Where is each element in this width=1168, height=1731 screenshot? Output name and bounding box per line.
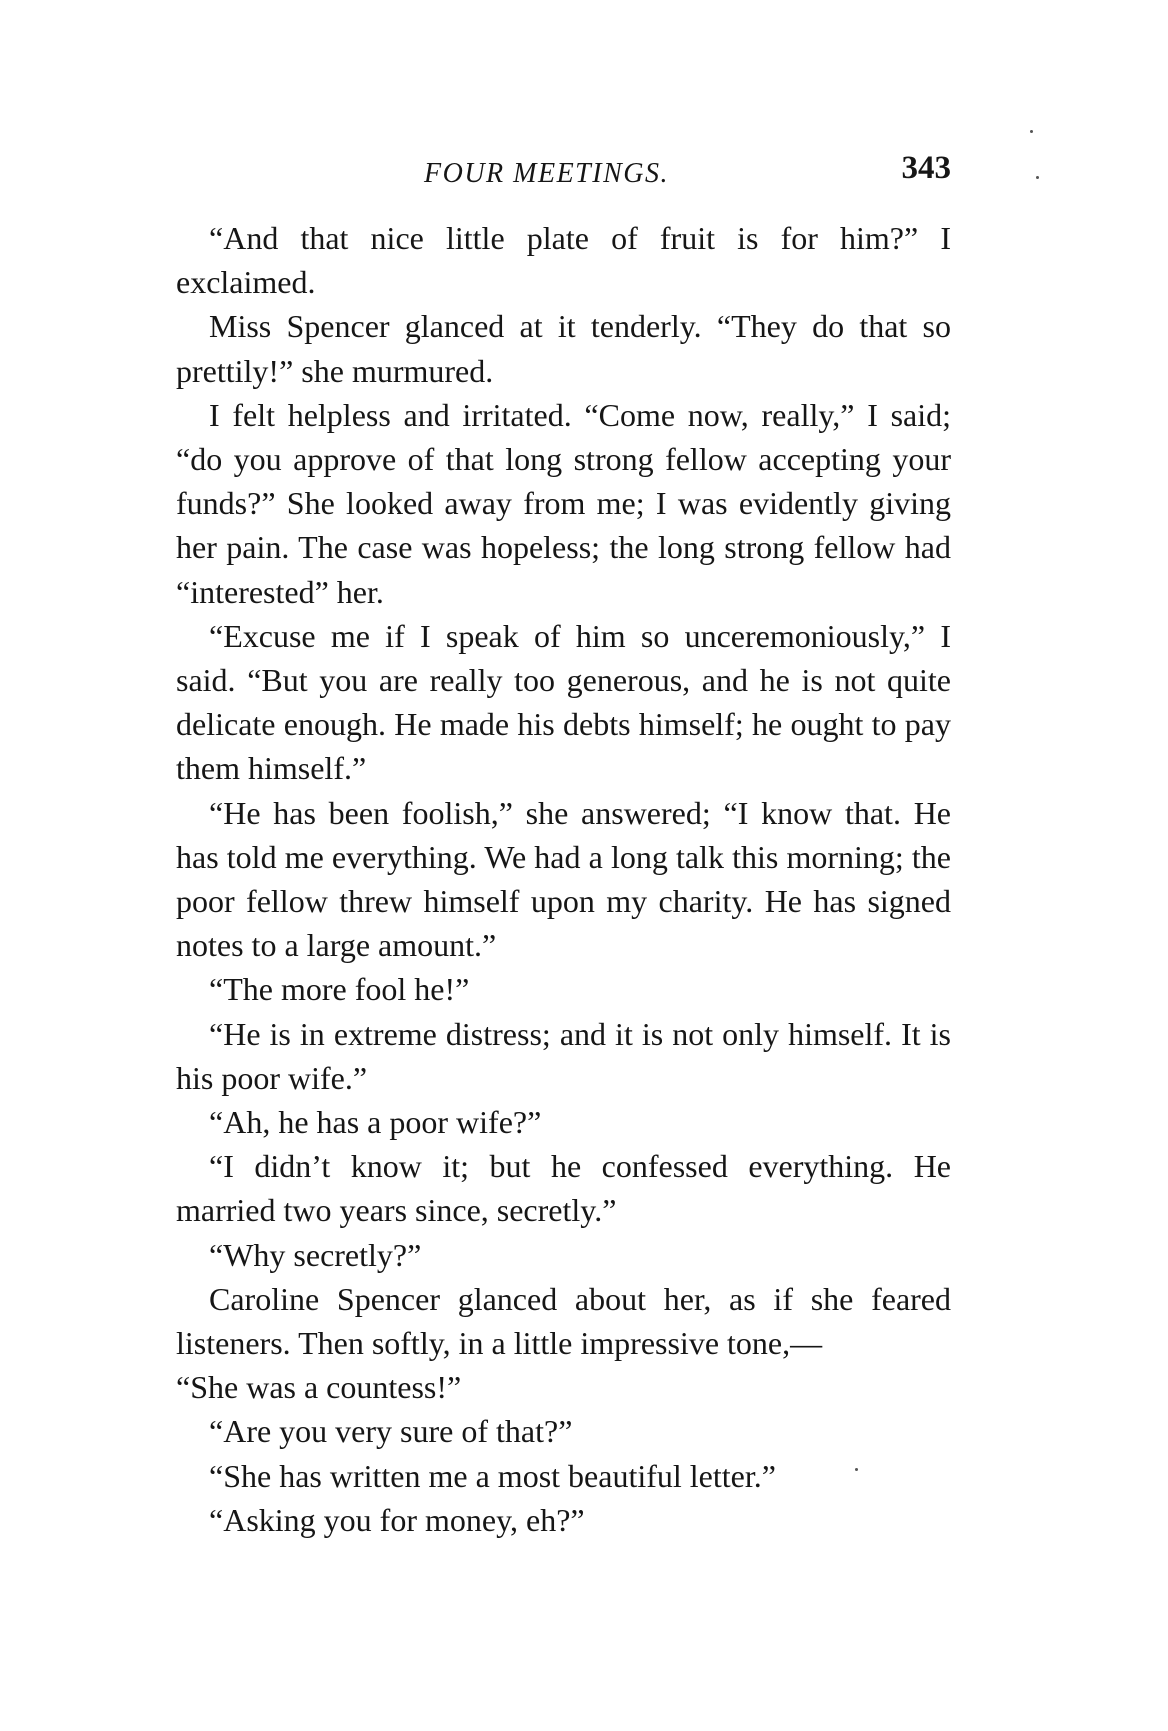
running-head: FOUR MEETINGS.: [424, 158, 669, 189]
paragraph: “I didn’t know it; but he confessed everything. He married two years since, secretly.”: [176, 1148, 951, 1229]
paragraph: “Are you very sure of that?”: [209, 1413, 573, 1450]
paragraph: “The more fool he!”: [209, 971, 470, 1008]
body-text: [176, 216, 951, 1542]
margin-speck-top: [1030, 130, 1033, 133]
paragraph: “Why secretly?”: [209, 1236, 422, 1273]
book-page: [176, 150, 951, 1542]
paragraph: “Excuse me if I speak of him so unceremoniously,” I said. “But you are really too generous, and he is not quite delicate enough. He made his debts himself; he ought to pay them himself.”: [176, 617, 951, 787]
margin-speck-right: [1036, 176, 1039, 179]
paragraph: I felt helpless and irritated. “Come now, really,” I said; “do you approve of that long strong fellow accepting your funds?” She looked away from me; I was evidently giving her pain. The case was hopeless; the long strong fellow had “interested” her.: [176, 396, 951, 610]
paragraph: “She has written me a most beautiful letter.”: [209, 1457, 776, 1494]
paragraph: Miss Spencer glanced at it tenderly. “They do that so prettily!” she murmured.: [176, 308, 951, 389]
paragraph: “He has been foolish,” she answered; “I know that. He has told me everything. We had a long talk this morning; the poor fellow threw himself upon my charity. He has signed notes to a large amount.”: [176, 794, 951, 964]
paragraph: “And that nice little plate of fruit is for him?” I exclaimed.: [176, 220, 951, 301]
paragraph: “She was a countess!”: [176, 1369, 462, 1406]
paragraph: Caroline Spencer glanced about her, as if she feared listeners. Then softly, in a little impressive tone,—: [176, 1280, 951, 1362]
paragraph: “Asking you for money, eh?”: [209, 1501, 585, 1538]
paragraph: “Ah, he has a poor wife?”: [209, 1104, 542, 1141]
page-header: [176, 150, 951, 206]
page-number: 343: [901, 150, 951, 186]
paragraph: “He is in extreme distress; and it is not only himself. It is his poor wife.”: [176, 1015, 951, 1096]
